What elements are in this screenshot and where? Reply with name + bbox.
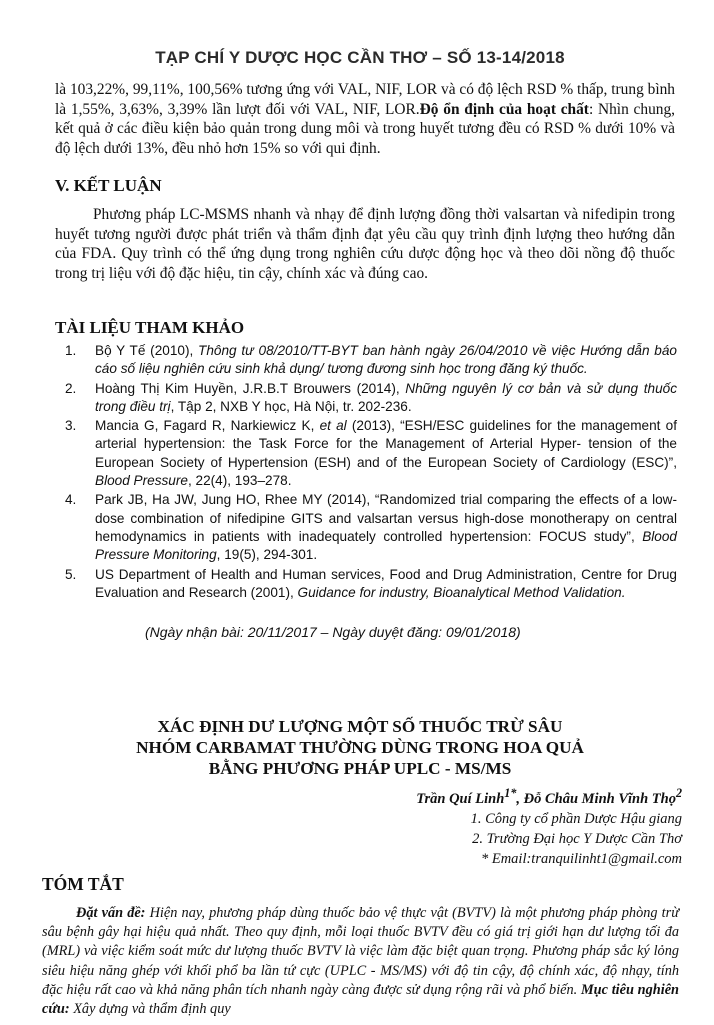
reference-text: Mancia G, Fagard R, Narkiewicz K, bbox=[95, 418, 320, 434]
results-text: là 103,22%, 99,11%, 100,56% tương ứng với VAL, NIF, LOR và có độ lệch RSD % thấp, trung bình là 1,55%, 3,63%, 3,39% lần lượt đối với VAL, NIF, LOR. bbox=[55, 81, 675, 118]
reference-journal: Blood Pressure Monitoring bbox=[95, 528, 677, 563]
author-email: * Email:tranquilinht1@gmail.com bbox=[480, 850, 682, 867]
reference-text: Bộ Y Tế (2010), bbox=[95, 343, 199, 358]
reference-title: Những nguyên lý cơ bản và sử dụng thuốc trong điều trị bbox=[95, 380, 677, 414]
abstract-label-background: Đặt vấn đề: bbox=[76, 905, 146, 921]
abstract-paragraph bbox=[42, 904, 679, 1019]
author-1-sup: 1* bbox=[504, 786, 517, 800]
references-heading: TÀI LIỆU THAM KHẢO bbox=[55, 318, 245, 337]
stability-label: Độ ổn định của hoạt chất bbox=[419, 100, 589, 118]
reference-number: 4. bbox=[65, 492, 77, 508]
abstract-label-objective: Mục tiêu nghiên cứu: bbox=[42, 981, 679, 1018]
author-2-sup: 2 bbox=[675, 786, 682, 800]
reference-number: 2. bbox=[65, 380, 77, 396]
reference-item bbox=[55, 380, 677, 417]
author-1: Trần Quí Linh bbox=[416, 790, 505, 807]
received-date-note: (Ngày nhận bài: 20/11/2017 – Ngày duyệt đăng: 09/01/2018) bbox=[145, 624, 521, 640]
title-line: XÁC ĐỊNH DƯ LƯỢNG MỘT SỐ THUỐC TRỪ SÂU bbox=[157, 717, 563, 736]
journal-header: TẠP CHÍ Y DƯỢC HỌC CẦN THƠ – SỐ 13-14/2018 bbox=[155, 48, 565, 67]
reference-item bbox=[55, 342, 677, 379]
reference-item bbox=[55, 491, 677, 564]
conclusion-heading: V. KẾT LUẬN bbox=[55, 176, 162, 195]
author-block bbox=[416, 783, 682, 869]
title-line: NHÓM CARBAMAT THƯỜNG DÙNG TRONG HOA QUẢ bbox=[136, 738, 584, 757]
author-separator: , bbox=[516, 790, 524, 807]
results-paragraph bbox=[55, 80, 675, 158]
reference-number: 3. bbox=[65, 418, 77, 434]
reference-number: 5. bbox=[65, 566, 77, 582]
author-2: Đỗ Châu Minh Vĩnh Thọ bbox=[523, 790, 676, 807]
stability-text: : Nhìn chung, kết quả ở các điều kiện bảo quản trong dung môi và trong huyết tương đều có RSD % dưới 10% và độ lệch dưới 13%, đều nhỏ hơn 15% so với qui định. bbox=[55, 100, 675, 157]
affiliation-2: 2. Trường Đại học Y Dược Cần Thơ bbox=[472, 830, 682, 847]
affiliation-1: 1. Công ty cổ phần Dược Hậu giang bbox=[470, 810, 682, 827]
reference-text: Hoàng Thị Kim Huyền, J.R.B.T Brouwers (2014), bbox=[95, 380, 406, 396]
reference-title: Thông tư 08/2010/TT-BYT ban hành ngày 26/04/2010 về việc Hướng dẫn báo cáo số liệu nghiên cứu sinh khả dụng/ tương đương sinh học trong đăng ký thuốc. bbox=[95, 343, 677, 377]
reference-number: 1. bbox=[65, 343, 77, 358]
reference-text: Park JB, Ha JW, Jung HO, Rhee MY (2014), “Randomized trial comparing the effects of a low-dose combination of nifedipine GITS and valsartan versus high-dose monotherapy on central hemodynamics in patients with inadequately controlled hypertension: FOCUS study”, bbox=[95, 492, 677, 544]
abstract-heading: TÓM TẮT bbox=[42, 874, 124, 894]
references-list bbox=[55, 342, 677, 603]
reference-pages: , 19(5), 294-301. bbox=[216, 547, 318, 563]
article-title bbox=[80, 716, 640, 779]
reference-text-tail: , Tập 2, NXB Y học, Hà Nội, tr. 202-236. bbox=[170, 398, 412, 414]
title-line: BẰNG PHƯƠNG PHÁP UPLC - MS/MS bbox=[208, 759, 512, 778]
abstract-text: Hiện nay, phương pháp dùng thuốc bảo vệ thực vật (BVTV) là một phương pháp phòng trừ sâu bệnh gây hại hiệu quả nhất. Theo quy định, mỗi loại thuốc BVTV đều có giá trị giới hạn dư lượng tối đa (MRL) và việc kiểm soát mức dư lượng thuốc BVTV là việc làm đặc biệt quan trọng. Phương pháp sắc ký lỏng siêu hiệu năng ghép với khối phổ ba lần tứ cực (UPLC - MS/MS) với độ tin cậy, độ chính xác, độ nhạy, tính đặc hiệu rất cao và khả năng phân tích nhanh ngày càng được sử dụng rộng rãi và phổ biến. bbox=[42, 905, 680, 998]
reference-title: Guidance for industry, Bioanalytical Method Validation. bbox=[297, 584, 626, 600]
reference-text-tail: (2013), “ESH/ESC guidelines for the management of arterial hypertension: the Task Force for the Management of Arterial Hyper- tension of the European Society of Hypertension (ESH) and of the European Society of Cardiology (ESC)”, bbox=[95, 418, 677, 470]
reference-pages: , 22(4), 193–278. bbox=[187, 473, 292, 489]
reference-text: US Department of Health and Human services, Food and Drug Administration, Centre for Drug Evaluation and Research (2001), bbox=[95, 566, 677, 600]
reference-etal: et al bbox=[319, 418, 347, 434]
reference-journal: Blood Pressure bbox=[95, 473, 188, 489]
conclusion-paragraph: Phương pháp LC-MSMS nhanh và nhạy để định lượng đồng thời valsartan và nifedipin trong huyết tương người được phát triển và thẩm định đạt yêu cầu quy trình định lượng theo hướng dẫn của FDA. Quy trình có thể ứng dụng trong nghiên cứu dược động học và theo dõi nồng độ thuốc trong trị liệu với độ đặc hiệu, tin cậy, chính xác và đúng cao. bbox=[55, 206, 675, 282]
reference-item bbox=[55, 417, 677, 490]
author-names bbox=[416, 783, 682, 809]
reference-item bbox=[55, 566, 677, 603]
abstract-text-tail: Xây dựng và thẩm định quy bbox=[69, 1001, 231, 1018]
